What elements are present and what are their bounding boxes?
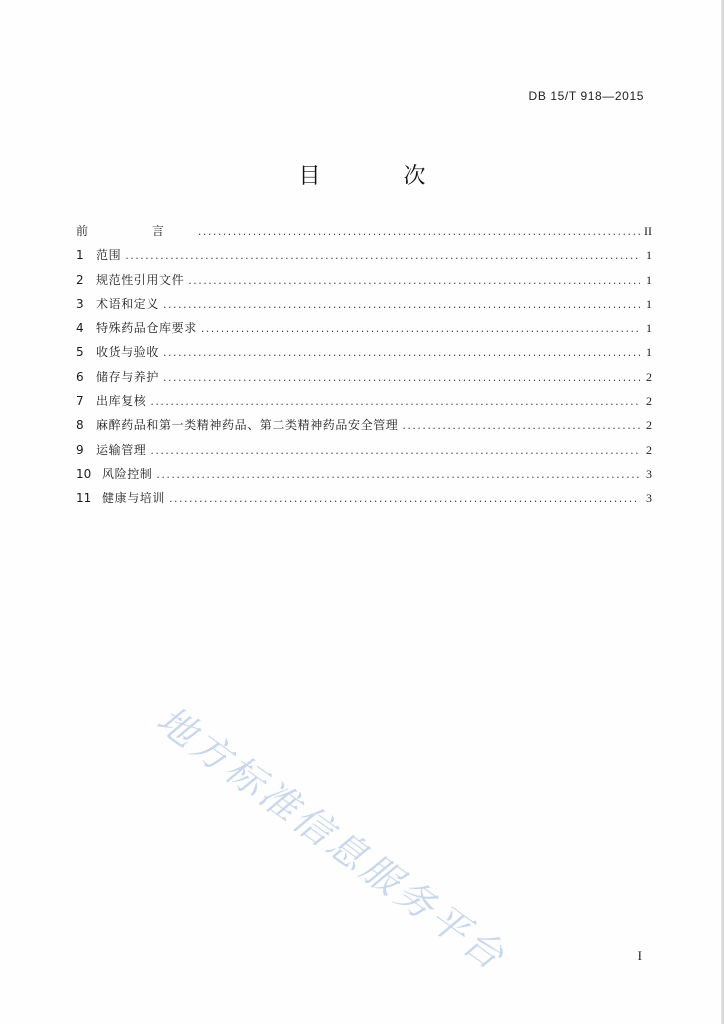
toc-entry-page: 2: [646, 418, 652, 433]
toc-leader-dots: [402, 419, 640, 432]
toc-entry-number: 9: [76, 442, 84, 457]
toc-entry-page: 1: [646, 296, 652, 311]
toc-leader-dots: [125, 249, 640, 262]
toc-entry-label: 特殊药品仓库要求: [96, 321, 197, 336]
toc-entry-label: 前 言: [76, 224, 194, 238]
document-code: DB 15/T 918—2015: [528, 89, 644, 103]
toc-leader-dots: [201, 322, 640, 335]
table-of-contents: [76, 222, 652, 514]
toc-entry-number: 3: [76, 296, 84, 311]
toc-entry-number: 7: [76, 394, 84, 409]
toc-entry-number: 2: [76, 272, 84, 287]
toc-entry[interactable]: [76, 343, 652, 367]
toc-leader-dots: [163, 371, 640, 384]
toc-entry-label: 术语和定义: [96, 296, 160, 311]
toc-leader-dots: [163, 346, 640, 359]
toc-entry-number: 1: [76, 248, 84, 263]
toc-entry-label: 风险控制: [102, 466, 153, 481]
toc-entry-preface[interactable]: [76, 222, 652, 246]
toc-entry-label: 储存与养护: [96, 369, 160, 384]
watermark: 地方标准信息服务平台: [148, 697, 515, 980]
toc-leader-dots: [198, 225, 640, 238]
toc-entry[interactable]: [76, 271, 652, 295]
toc-entry-number: 4: [76, 321, 84, 336]
toc-entry-page: 2: [646, 442, 652, 457]
toc-entry-label: 范围: [96, 248, 122, 263]
toc-leader-dots: [150, 395, 640, 408]
toc-entry-number: 10: [76, 466, 92, 481]
toc-entry-number: 6: [76, 369, 84, 384]
toc-entry-label: 出库复核: [96, 394, 147, 409]
toc-entry[interactable]: [76, 416, 652, 440]
toc-entry-label: 健康与培训: [102, 491, 166, 506]
page-number: I: [637, 948, 642, 963]
toc-leader-dots: [169, 492, 640, 505]
toc-entry[interactable]: [76, 246, 652, 270]
toc-entry-page: 1: [646, 321, 652, 336]
toc-entry-page: 1: [646, 248, 652, 263]
toc-entry-page: 1: [646, 345, 652, 360]
toc-entry-page: 1: [646, 272, 652, 287]
toc-entry-label: 收货与验收: [96, 345, 160, 360]
toc-entry-label: 麻醉药品和第一类精神药品、第二类精神药品安全管理: [96, 418, 399, 433]
toc-entry[interactable]: [76, 368, 652, 392]
toc-entry-page: 2: [646, 394, 652, 409]
toc-entry-number: 11: [76, 491, 92, 506]
toc-entry[interactable]: [76, 489, 652, 513]
toc-entry[interactable]: [76, 441, 652, 465]
toc-entry[interactable]: [76, 465, 652, 489]
toc-leader-dots: [188, 274, 640, 287]
toc-entry[interactable]: [76, 319, 652, 343]
toc-entry-page: 3: [646, 491, 652, 506]
toc-entry-number: 5: [76, 345, 84, 360]
toc-leader-dots: [156, 468, 640, 481]
page-title: 目 次: [298, 164, 464, 189]
toc-entry-number: 8: [76, 418, 84, 433]
toc-entry-page: II: [644, 224, 652, 238]
toc-entry-page: 2: [646, 369, 652, 384]
toc-leader-dots: [163, 298, 640, 311]
toc-leader-dots: [150, 444, 640, 457]
toc-entry-label: 运输管理: [96, 442, 147, 457]
toc-entry-page: 3: [646, 466, 652, 481]
toc-entry-label: 规范性引用文件: [96, 272, 185, 287]
toc-entry[interactable]: [76, 392, 652, 416]
toc-entry[interactable]: [76, 295, 652, 319]
